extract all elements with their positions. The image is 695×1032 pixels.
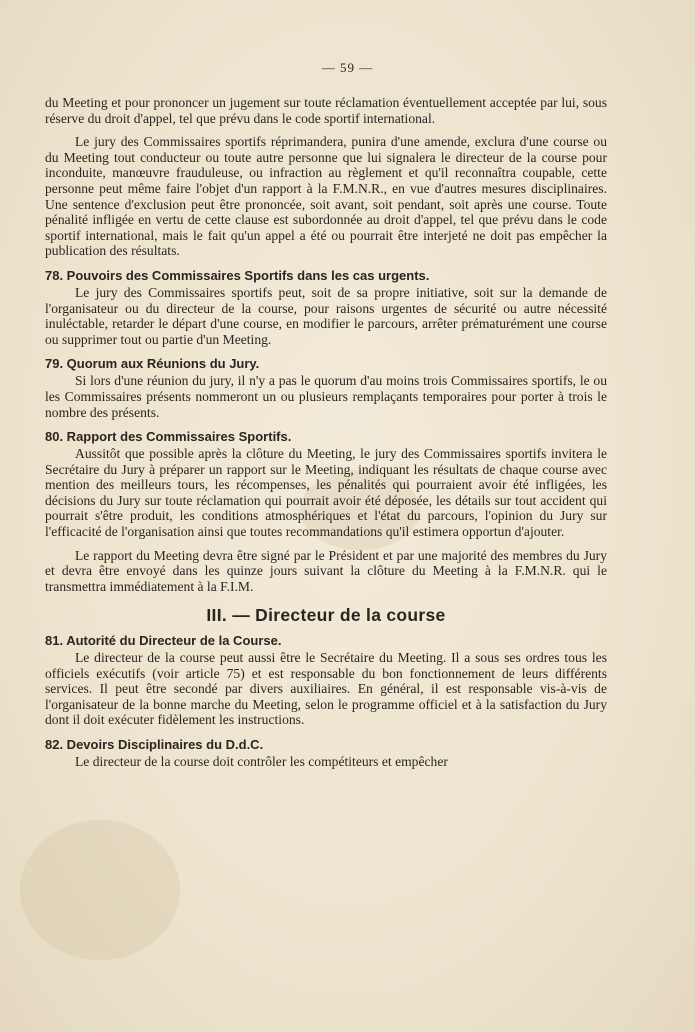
section-82-text: Le directeur de la course doit contrôler les compétiteurs et empêcher [75, 754, 448, 769]
section-81-text: Le directeur de la course peut aussi être le Secrétaire du Meeting. Il a sous ses ordres tous les officiels exécutifs (voir article 75) et est responsable du bon fonctionnement de leurs différents services. Il peut être secondé par divers auxiliaires. En général, il est responsable vis-à-vis de l'organisateur de la bonne marche du Meeting, selon le programme officiel et à la satisfaction du Jury dont il doit exécuter fidèlement les instructions. [45, 650, 607, 728]
section-80-text: Aussitôt que possible après la clôture du Meeting, le jury des Commissaires sportifs invitera le Secrétaire du Jury à préparer un rapport sur le Meeting, indiquant les résultats de chaque course avec mention des meilleurs tours, les récompenses, les pénalités qui pourraient avoir été infligées, les décisions du Jury sur toute réclamation qui pourrait avoir été déposée, les détails sur tout accident qui pourrait s'être produit, les conditions atmosphériques et l'état du parcours, l'opinion du Jury sur l'efficacité de l'organisation ainsi que toutes recommandations qu'il estimera opportun d'ajouter. [45, 446, 607, 540]
intro-paragraph: du Meeting et pour prononcer un jugement sur toute réclamation éventuellement acceptée par lui, sous réserve du droit d'appel, tel que prévu dans le code sportif international. [45, 95, 607, 126]
jury-paragraph: Le jury des Commissaires sportifs réprimandera, punira d'une amende, exclura d'une course ou du Meeting tout conducteur ou toute autre personne que lui signalera le directeur de la course pour inconduite, manœuvre frauduleuse, ou infraction au règlement et qu'il reconnaîtra coupable, cette personne peut même faire l'objet d'un rapport à la F.M.N.R., en vue d'autres mesures disciplinaires. Une sentence d'exclusion peut être prononcée, soit avant, soit pendant, soit après une course. Toute pénalité infligée en vertu de cette clause est subordonnée au droit d'appel, tel que prévu dans le code sportif international, mais le fait qu'un appel a été ou pourrait être interjeté ne doit pas empêcher la publication des résultats. [45, 134, 607, 259]
section-81-heading: 81. Autorité du Directeur de la Course. [45, 633, 282, 649]
paper-stain [20, 820, 180, 960]
section-78-heading: 78. Pouvoirs des Commissaires Sportifs dans les cas urgents. [45, 267, 430, 283]
section-80-text-2: Le rapport du Meeting devra être signé par le Président et par une majorité des membres du Jury et devra être envoyé dans les quinze jours suivant la clôture du Meeting à la F.M.N.R. qui le transmettra immédiatement à la F.I.M. [45, 547, 607, 594]
section-79-heading: 79. Quorum aux Réunions du Jury. [45, 356, 260, 372]
section-79-text: Si lors d'une réunion du jury, il n'y a pas le quorum d'au moins trois Commissaires sportifs, le ou les Commissaires présents nommeront un ou plusieurs remplaçants temporaires pour porter à trois le nombre des présents. [45, 373, 607, 420]
chapter-heading: III. — Directeur de la course [206, 605, 446, 626]
section-80-heading: 80. Rapport des Commissaires Sportifs. [45, 429, 292, 445]
section-82-heading: 82. Devoirs Disciplinaires du D.d.C. [45, 737, 264, 752]
section-78-text: Le jury des Commissaires sportifs peut, soit de sa propre initiative, soit sur la demande de l'organisateur ou du directeur de la course, pour raisons urgentes de sécurité ou autre nécessité inuléctable, retarder le départ d'une course, en modifier le parcours, arrêter prématurément une course ou supprimer tout ou partie d'un Meeting. [45, 284, 607, 347]
page-content [45, 95, 607, 770]
page-number: — 59 — [321, 60, 374, 75]
